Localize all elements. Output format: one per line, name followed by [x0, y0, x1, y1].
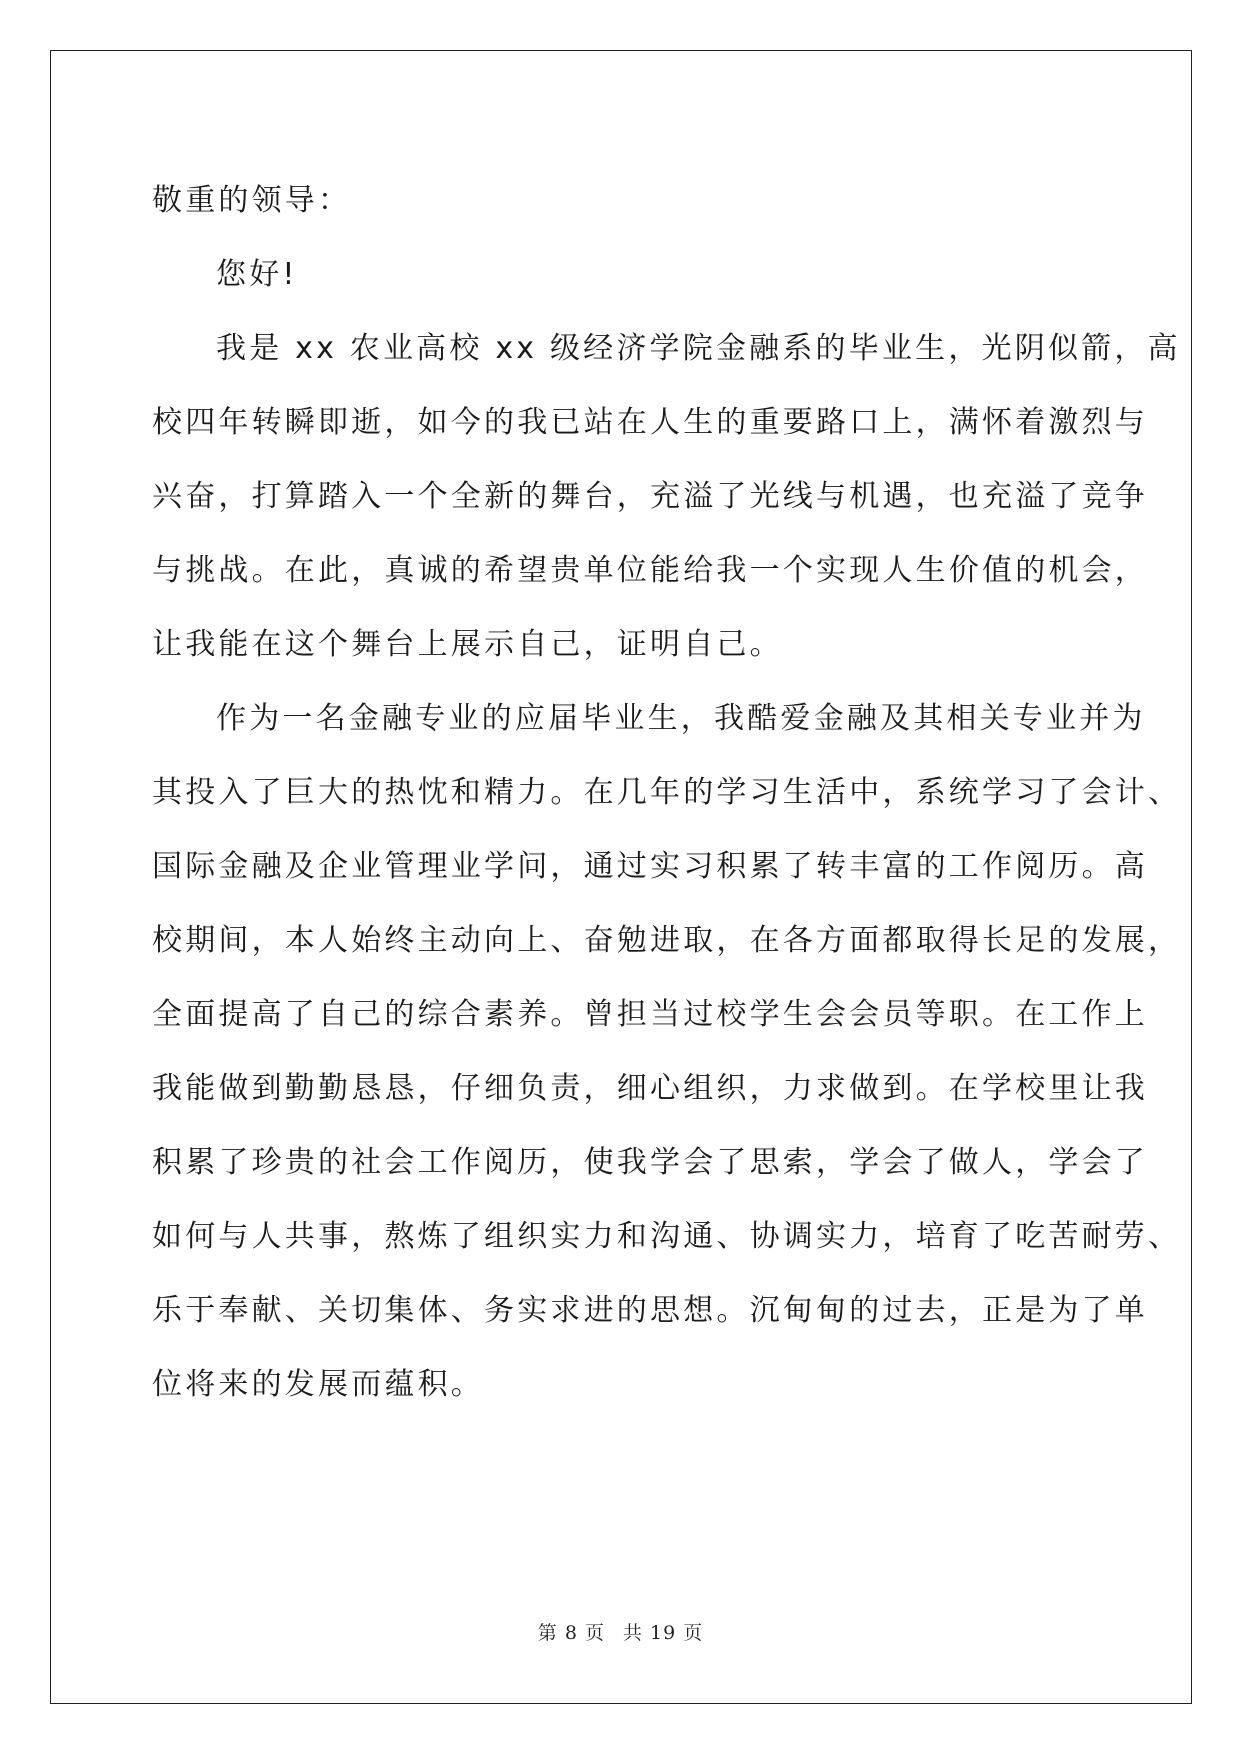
text-line: 校四年转瞬即逝，如今的我已站在人生的重要路口上，满怀着激烈与: [152, 405, 1148, 440]
page-footer: [0, 1618, 1241, 1645]
text-line: 位将来的发展而蕴积。: [152, 1367, 484, 1402]
page-number: 第 8 页: [537, 1622, 605, 1644]
text-line: 积累了珍贵的社会工作阅历，使我学会了思索，学会了做人，学会了: [152, 1145, 1148, 1180]
page-total: 共 19 页: [622, 1622, 704, 1644]
text-line: 乐于奉献、关切集体、务实求进的思想。沉甸甸的过去，正是为了单: [152, 1293, 1148, 1328]
text-line: 与挑战。在此，真诚的希望贵单位能给我一个实现人生价值的机会，: [152, 553, 1148, 588]
text-line: 如何与人共事，熬炼了组织实力和沟通、协调实力，培育了吃苦耐劳、: [152, 1219, 1182, 1254]
text-line: 全面提高了自己的综合素养。曾担当过校学生会会员等职。在工作上: [152, 997, 1148, 1032]
text-line: 作为一名金融专业的应届毕业生，我酷爱金融及其相关专业并为: [216, 701, 1146, 736]
text-line: 敬重的领导：: [152, 183, 352, 218]
text-line: 校期间，本人始终主动向上、奋勉进取，在各方面都取得长足的发展，: [152, 923, 1182, 958]
text-line: 国际金融及企业管理业学问，通过实习积累了转丰富的工作阅历。高: [152, 849, 1148, 884]
text-line: 我能做到勤勤恳恳，仔细负责，细心组织，力求做到。在学校里让我: [152, 1071, 1148, 1106]
text-line: 其投入了巨大的热忱和精力。在几年的学习生活中，系统学习了会计、: [152, 775, 1182, 810]
text-line: 兴奋，打算踏入一个全新的舞台，充溢了光线与机遇，也充溢了竞争: [152, 479, 1148, 514]
text-line: 让我能在这个舞台上展示自己，证明自己。: [152, 627, 783, 662]
text-line: 您好!: [216, 257, 298, 292]
document-body: [152, 164, 1182, 1422]
text-line: 我是 xx 农业高校 xx 级经济学院金融系的毕业生，光阴似箭，高: [216, 331, 1181, 366]
